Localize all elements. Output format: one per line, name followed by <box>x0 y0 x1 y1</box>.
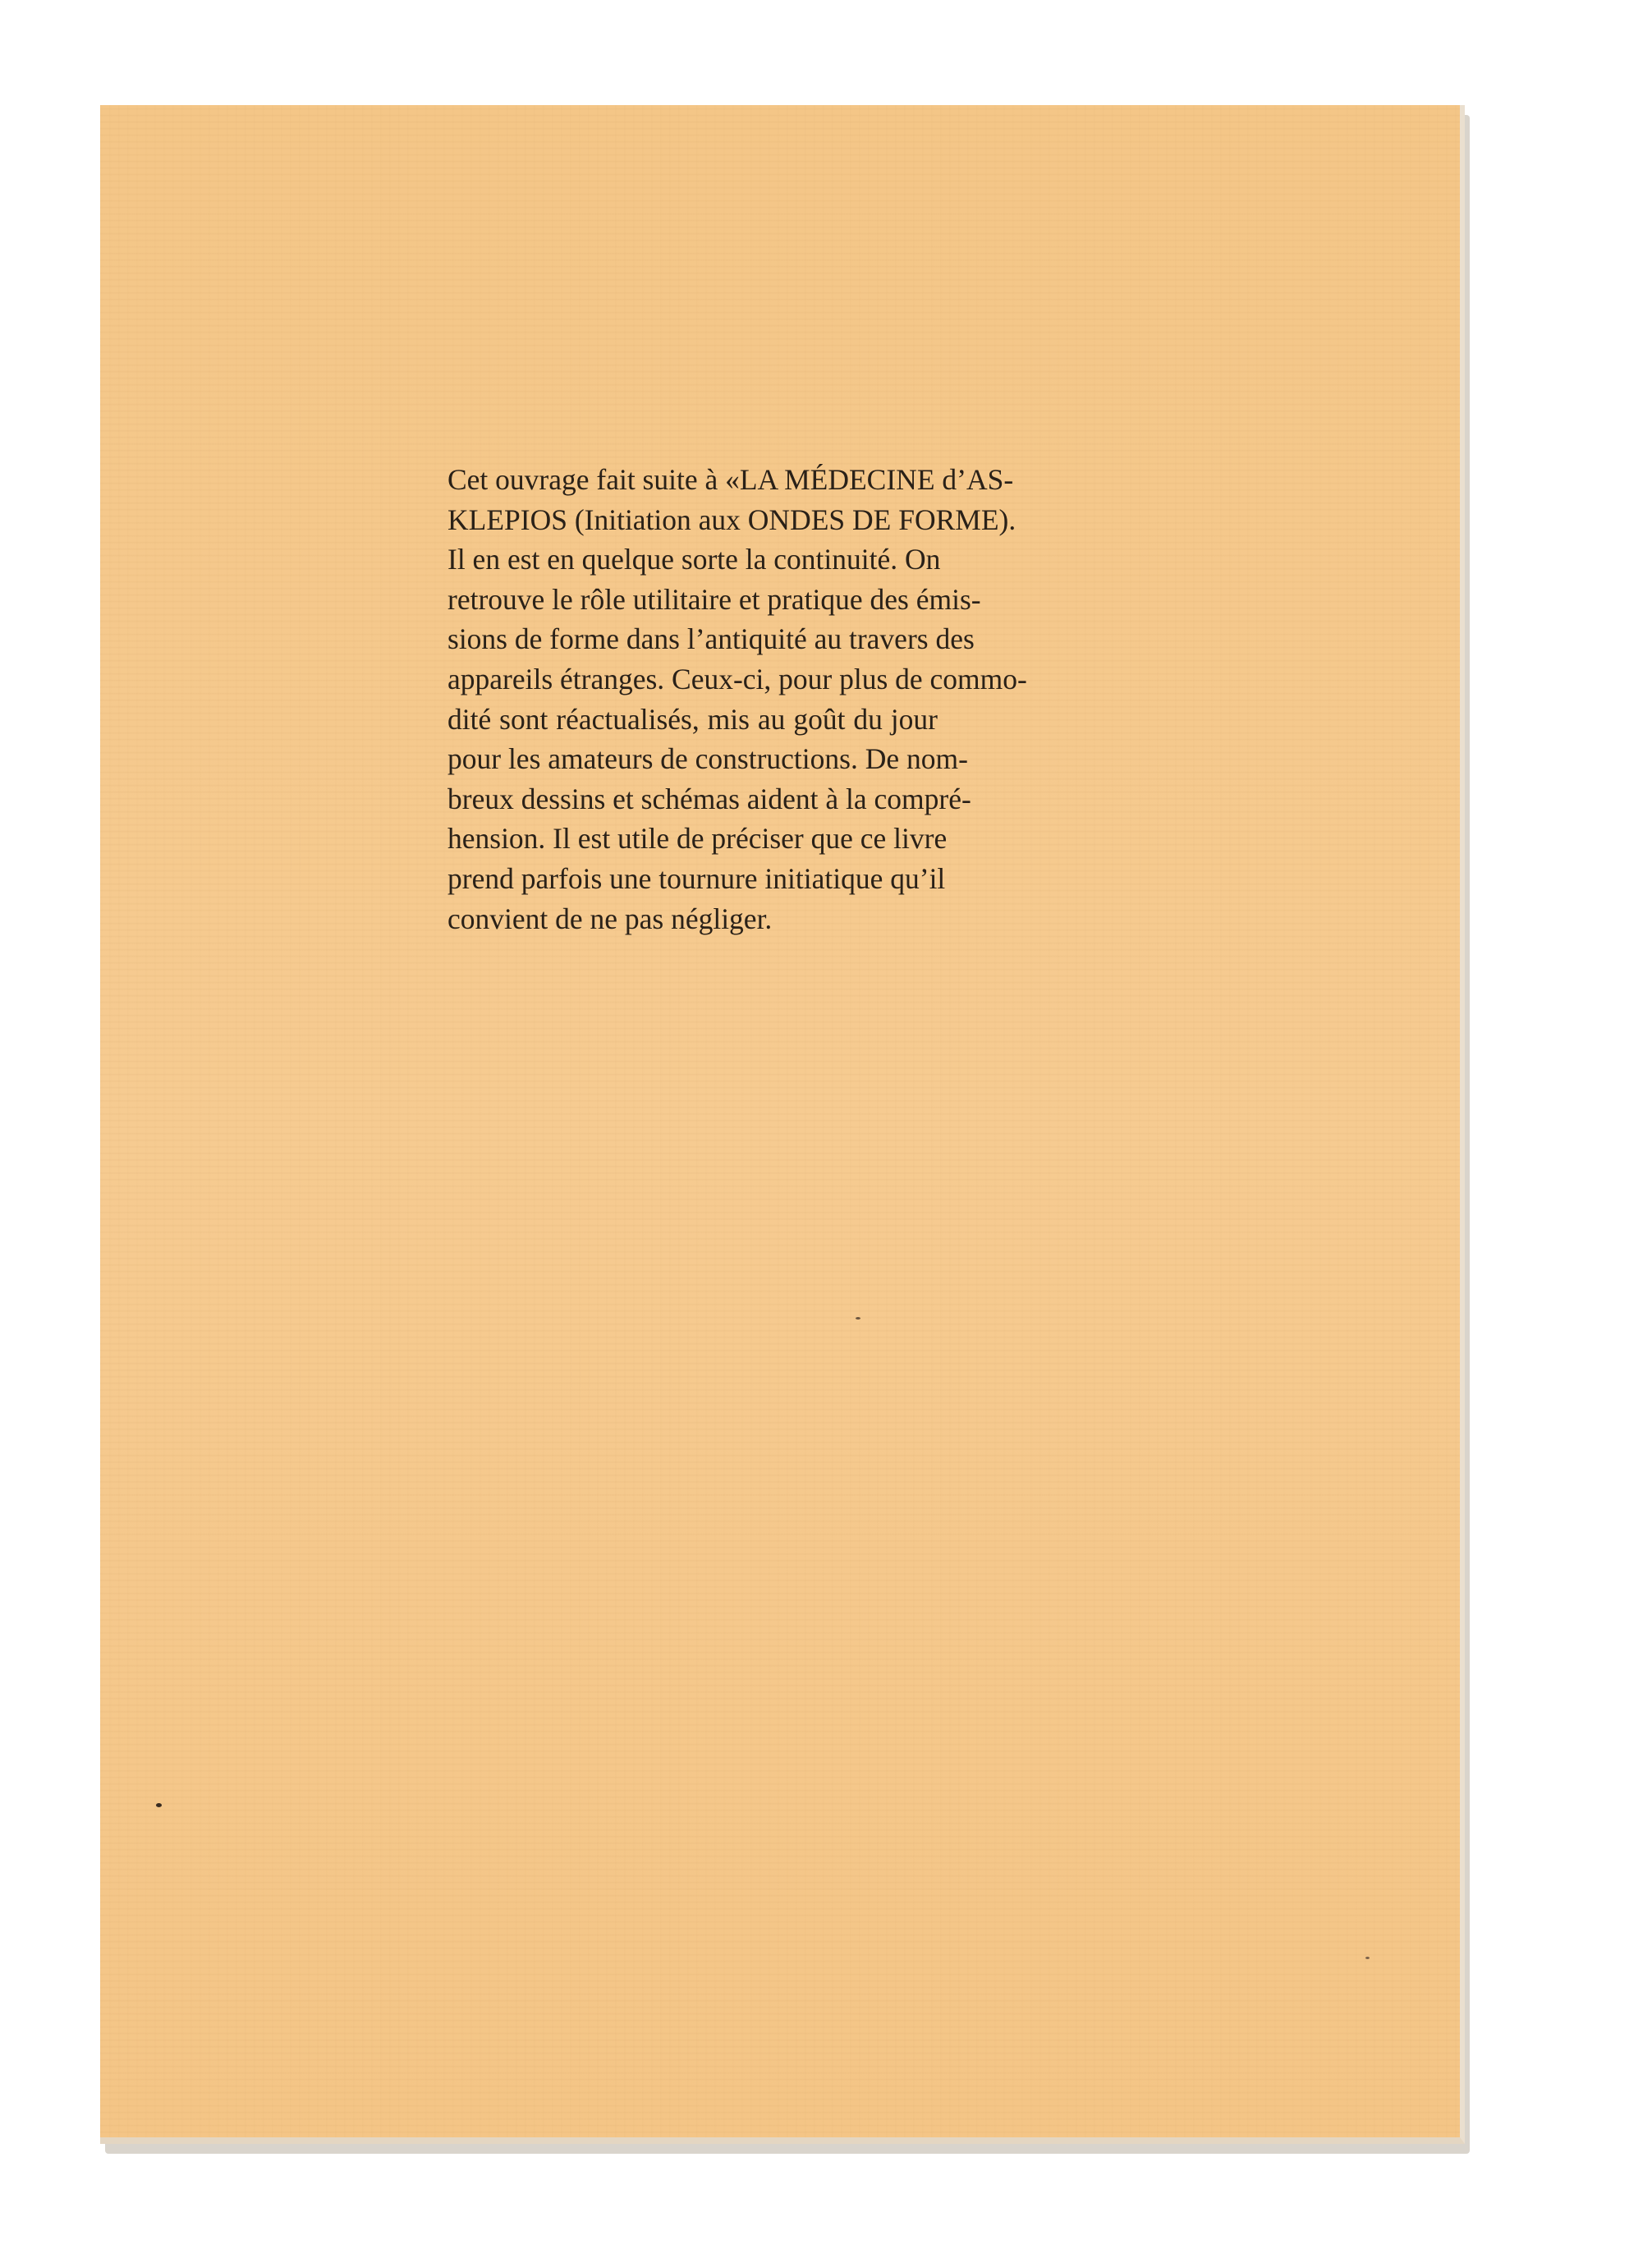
blurb-line: appareils étranges. Ceux-ci, pour plus de commo- <box>447 662 1027 695</box>
blurb-line: Cet ouvrage fait suite à «LA MÉDECINE d’AS- <box>447 463 1014 496</box>
paper-speck <box>856 1317 860 1320</box>
blurb-line: breux dessins et schémas aident à la compré- <box>447 782 971 815</box>
paper-speck <box>156 1803 162 1807</box>
blurb-line: KLEPIOS (Initiation aux ONDES DE FORME). <box>447 503 1016 536</box>
blurb-line: prend parfois une tournure initiatique qu’il <box>447 861 946 895</box>
blurb-line: sions de forme dans l’antiquité au travers des <box>447 622 975 656</box>
blurb-line: pour les amateurs de constructions. De nom- <box>447 742 968 776</box>
book-back-cover <box>100 105 1465 2144</box>
blurb-line: retrouve le rôle utilitaire et pratique des émis- <box>447 582 981 616</box>
paper-speck <box>1365 1957 1370 1959</box>
blurb-line: hension. Il est utile de préciser que ce livre <box>447 822 948 856</box>
blurb-line: Il en est en quelque sorte la continuité. On <box>447 543 941 576</box>
cover-blurb <box>447 460 1027 939</box>
blurb-line: dité sont réactualisés, mis au goût du jour <box>447 702 938 736</box>
blurb-line: convient de ne pas négliger. <box>447 902 773 935</box>
